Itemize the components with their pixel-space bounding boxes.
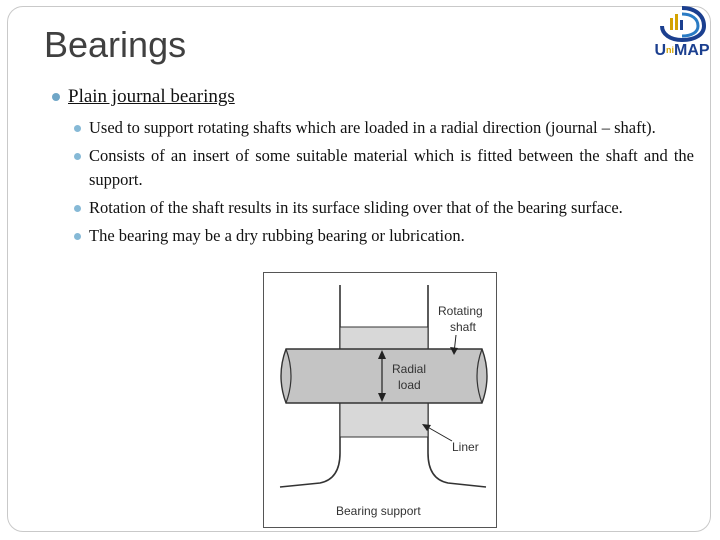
bullet-dot-icon bbox=[74, 153, 81, 160]
sub-bullet-list bbox=[72, 116, 694, 252]
sub-bullet-text: The bearing may be a dry rubbing bearing or lubrication. bbox=[89, 226, 465, 245]
sub-bullet-text: Used to support rotating shafts which are loaded in a radial direction (journal – shaft). bbox=[89, 118, 656, 137]
sub-bullet-item bbox=[72, 196, 694, 220]
bearing-support-label: Bearing support bbox=[336, 504, 421, 518]
sub-bullet-text: Rotation of the shaft results in its surface sliding over that of the bearing surface. bbox=[89, 198, 623, 217]
liner-upper bbox=[340, 327, 428, 349]
liner-label: Liner bbox=[452, 440, 479, 454]
bullet-dot-icon bbox=[74, 205, 81, 212]
sub-bullet-item bbox=[72, 224, 694, 248]
bullet-dot-icon bbox=[74, 125, 81, 132]
bearing-diagram bbox=[264, 273, 498, 529]
radial-load-label: Radial bbox=[392, 362, 427, 376]
heading-bullet-text: Plain journal bearings bbox=[68, 86, 235, 107]
unimap-logo bbox=[652, 4, 712, 66]
bullet-dot-icon bbox=[52, 93, 60, 101]
sub-bullet-item bbox=[72, 144, 694, 192]
journal-bearing-figure bbox=[263, 272, 497, 528]
rotating-shaft-label: shaft bbox=[450, 320, 477, 334]
bullet-dot-icon bbox=[74, 233, 81, 240]
rotating-shaft-label: Rotating bbox=[438, 304, 483, 318]
logo-wordmark: UniMAP bbox=[654, 42, 710, 59]
liner-lower bbox=[340, 403, 428, 437]
heading-bullet bbox=[52, 86, 235, 108]
radial-load-label: load bbox=[398, 378, 421, 392]
sub-bullet-item bbox=[72, 116, 694, 140]
sub-bullet-text: Consists of an insert of some suitable material which is fitted between the shaft and the support. bbox=[89, 146, 694, 189]
slide-title: Bearings bbox=[44, 24, 187, 65]
logo-emblem-icon bbox=[652, 4, 712, 44]
